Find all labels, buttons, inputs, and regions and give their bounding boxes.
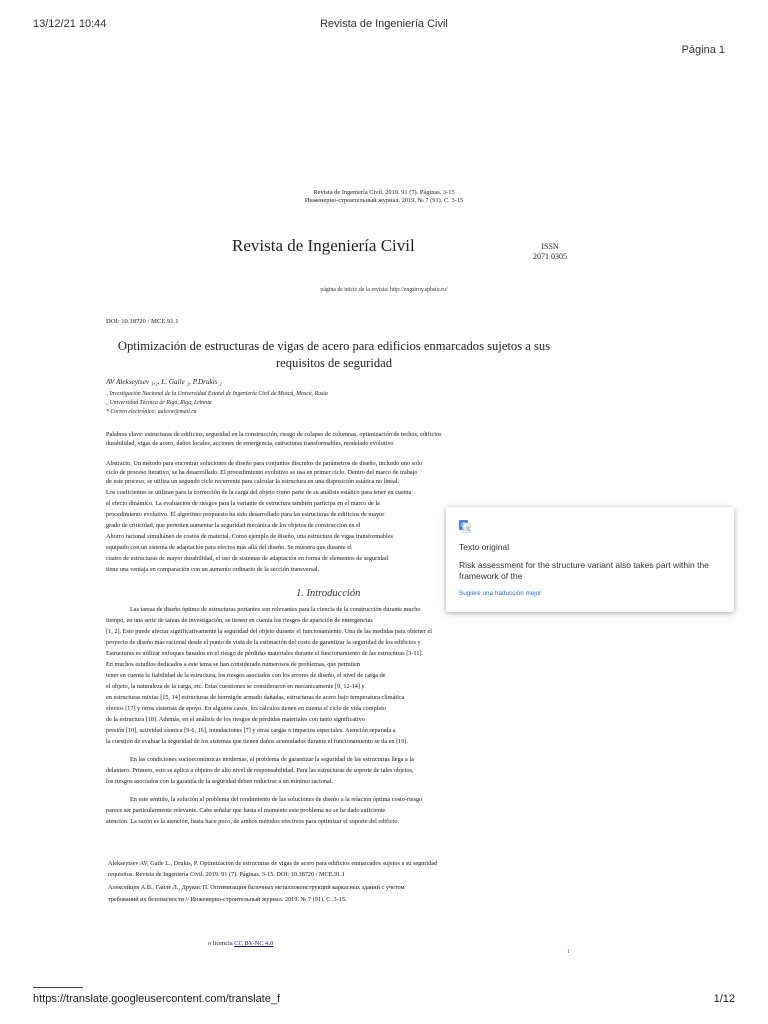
reference-line: requisitos. Revista de Ingeniería Civil. 2019. 91 (7). Páginas. 3-15. DOI: 10.18720 / MCE.91.1 <box>108 871 345 878</box>
license-link[interactable]: CC BY-NC 4.0 <box>234 940 274 947</box>
stray-mark: 1 <box>567 949 570 955</box>
intro-line: [1, 2]. Esto puede afectar significativamente la seguridad del objeto durante el funcionamiento. Una de las medidas para obtener el <box>106 628 432 635</box>
author-email: * Correo electrónico: aalexw@mail.ru <box>106 409 197 415</box>
keywords-line: Palabras clave: estructuras de edificios, seguridad en la construcción, riesgo de colapso de columnas, optimización de techos, edificios <box>106 431 442 438</box>
reference-line: требований их безопасности // Инженерно-строительный журнал. 2019. № 7 (91). С. 3-15. <box>108 896 347 903</box>
intro-line: de la estructura [18]. Además, en el análisis de los riesgos de pérdidas materiales con tanto significativo <box>106 716 365 723</box>
license-line <box>208 940 273 947</box>
affiliation: ₂ Universidad Técnica de Riga, Riga, Letonia <box>106 400 212 406</box>
abstract-line: procedimiento evolutivo. El algoritmo propuesto ha sido desarrollado para las estructuras de edificios de mayor <box>106 511 385 518</box>
google-translate-icon <box>459 520 471 533</box>
footer-url: https://translate.googleusercontent.com/translate_f <box>33 993 281 1005</box>
intro-line: delantero. Primero, esto se aplica a objetos de alto nivel de responsabilidad. Para las estructuras de soporte de tales objetos, <box>106 767 414 774</box>
abstract-line: de este proceso, se utiliza un segundo ciclo recurrente para calcular la estructura en una disposición estática no lineal. <box>106 478 400 485</box>
reference-line: Alekseytsev AV, Gaile L., Drukis, P. Optimización de estructuras de vigas de acero para edificios enmarcados sujetos a su seguridad <box>108 860 438 867</box>
abstract-line: Ahorro racional simultáneo de costos de material. Como ejemplo de diseño, una estructura de vigas transformables <box>106 533 393 540</box>
citation-top-line: Revista de Ingeniería Civil. 2019. 91 (7). Páginas. 3-15 <box>313 189 455 196</box>
intro-line: En muchos estudios dedicados a este tema se han considerado numerosos de problemas, que permiten <box>106 661 360 668</box>
intro-line: atención. La razón es la atención, hasta hace poco, de ambos métodos efectivos para optimizar el soporte del edificio. <box>106 818 400 825</box>
translate-original-popup <box>446 507 734 612</box>
abstract-line: grado de criticidad, que permiten aumentar la seguridad mecánica de los objetos de construcción en el <box>106 522 361 529</box>
citation-top-line: Инженерно-строительный журнал. 2019. № 7 (91). С. 3-15 <box>304 197 464 204</box>
page-count: 1/12 <box>713 993 735 1005</box>
intro-line: en estructuras mixtas [15, 14] estructuras de hormigón armado dañadas, estructuras de acero bajo temperatura climática <box>106 694 405 701</box>
abstract-line: equipado con un sistema de adaptación para efectos más allá del diseño. Se muestra que durante el <box>106 544 352 551</box>
svg-text:G: G <box>461 523 466 529</box>
intro-line: En las condiciones socioeconómicas modernas, el problema de garantizar la seguridad de las estructuras llega a la <box>130 756 414 763</box>
intro-line: la cuestión de evaluar la seguridad de los sistemas que tienen daños acumulados durante el funcionamiento se da en [19]. <box>106 738 409 745</box>
intro-line: presión [10], actividad sísmica [9-6, 16], inundaciones [7] y otras cargas o impactos especiales. Atención separada a <box>106 727 396 734</box>
journal-title: Revista de Ingeniería Civil <box>232 236 415 255</box>
abstract-line: Los coeficientes se utilizan para la corrección de la carga del objeto como parte de su análisis estático para tener en cuenta <box>106 489 412 496</box>
abstract-line: cuatro de estructuras de mayor durabilidad, el uso de sistemas de adaptación en forma de elementos de seguridad <box>106 555 388 562</box>
issn-label: ISSN <box>541 242 559 251</box>
reference-line: Алексейцев А.В., Гайле Л., Друкис П. Оптимизация балочных металлоконструкций каркасных зданий с учетом <box>108 884 405 891</box>
intro-line: efectos [17] y otros sistemas de apoyo. En algunos casos, los cálculos tienen en cuenta el ciclo de vida completo <box>106 705 387 712</box>
citation-top <box>0 189 768 205</box>
print-datetime: 13/12/21 10:44 <box>33 18 107 30</box>
section-heading: 1. Introducción <box>296 588 361 599</box>
intro-line: En este sentido, la solución al problema del rendimiento de las soluciones de diseño a la relación óptima costo-riesgo <box>130 796 423 803</box>
license-prefix: o licencia <box>208 940 233 947</box>
keywords-line: durabilidad, vigas de acero, daños locales, acciones de emergencia, estructuras transformables, modelado evolutivo <box>106 440 394 447</box>
abstract-line: ciclo de proceso iterativo, se ha desarrollado. El procedimiento evolutivo se usa en primer ciclo. Dentro del marco de trabajo <box>106 469 418 476</box>
intro-line: tener en cuenta la fiabilidad de la estructura, los riesgos asociados con los errores de diseño, el nivel de carga de <box>106 672 386 679</box>
issn-block <box>520 242 580 262</box>
abstract-line: tiene una ventaja en comparación con un aumento ordinario de la sección transversal. <box>106 566 320 573</box>
intro-line: proyecto de diseño más racional desde el punto de vista de la estimación del costo de garantizar la seguridad de los edificios y <box>106 639 421 646</box>
doi: DOI: 10.18720 / MCE.91.1 <box>106 318 179 325</box>
intro-line: el objeto, la naturaleza de la carga, etc. Estas cuestiones se consideraron en mecanicamente [9, 12-14] y <box>106 683 365 690</box>
abstract-line: Abstracto. Un método para encontrar soluciones de diseño para conjuntos discretos de parámetros de diseño, incluido uno solo <box>106 460 423 467</box>
article-authors: AV Alekseytsev ₁,₂, L. Gaile ₂, P.Drukis ₂ <box>106 378 222 386</box>
suggest-better-translation-link[interactable]: Sugiere una traducción mejor <box>459 590 542 597</box>
page-label: Página 1 <box>681 44 725 56</box>
intro-line: tiempo, en una serie de tareas de investigación, se tienen en cuenta los riesgos de aparición de emergencias <box>106 617 373 624</box>
popup-label: Texto original <box>459 542 510 552</box>
print-page-title: Revista de Ingeniería Civil <box>320 18 448 30</box>
intro-line: los riesgos asociados con la garantía de la seguridad deben reducirse a un mínimo racional. <box>106 778 334 785</box>
svg-text:文: 文 <box>465 526 471 533</box>
journal-homepage: página de inicio de la revista: http://engstroy.spbstu.ru/ <box>320 287 448 293</box>
footer-divider <box>33 987 83 988</box>
article-title: Optimización de estructuras de vigas de acero para edificios enmarcados sujetos a sus requisitos de seguridad <box>117 339 551 370</box>
intro-line: Estructuras es utilizar enfoques basados en el riesgo de pérdidas materiales durante el funcionamiento de las estructuras [3-11]. <box>106 650 424 657</box>
abstract-line: el efecto dinámico. La evaluación de riesgos para la variante de estructura también participa en el marco de la <box>106 500 380 507</box>
popup-source-text: Risk assessment for the structure variant also takes part within the framework of the <box>459 560 709 581</box>
intro-line: Las tareas de diseño óptimo de estructuras portantes son relevantes para la ciencia de la construcción durante mucho <box>130 606 421 613</box>
intro-line: parece ser particularmente relevante. Cabe señalar que hasta el momento este problema no se ha dado suficiente <box>106 807 386 814</box>
affiliation: ₁ Investigación Nacional de la Universidad Estatal de Ingeniería Civil de Moscú, Moscú, Rusia <box>106 391 328 397</box>
issn-value: 2071 0305 <box>533 252 567 261</box>
